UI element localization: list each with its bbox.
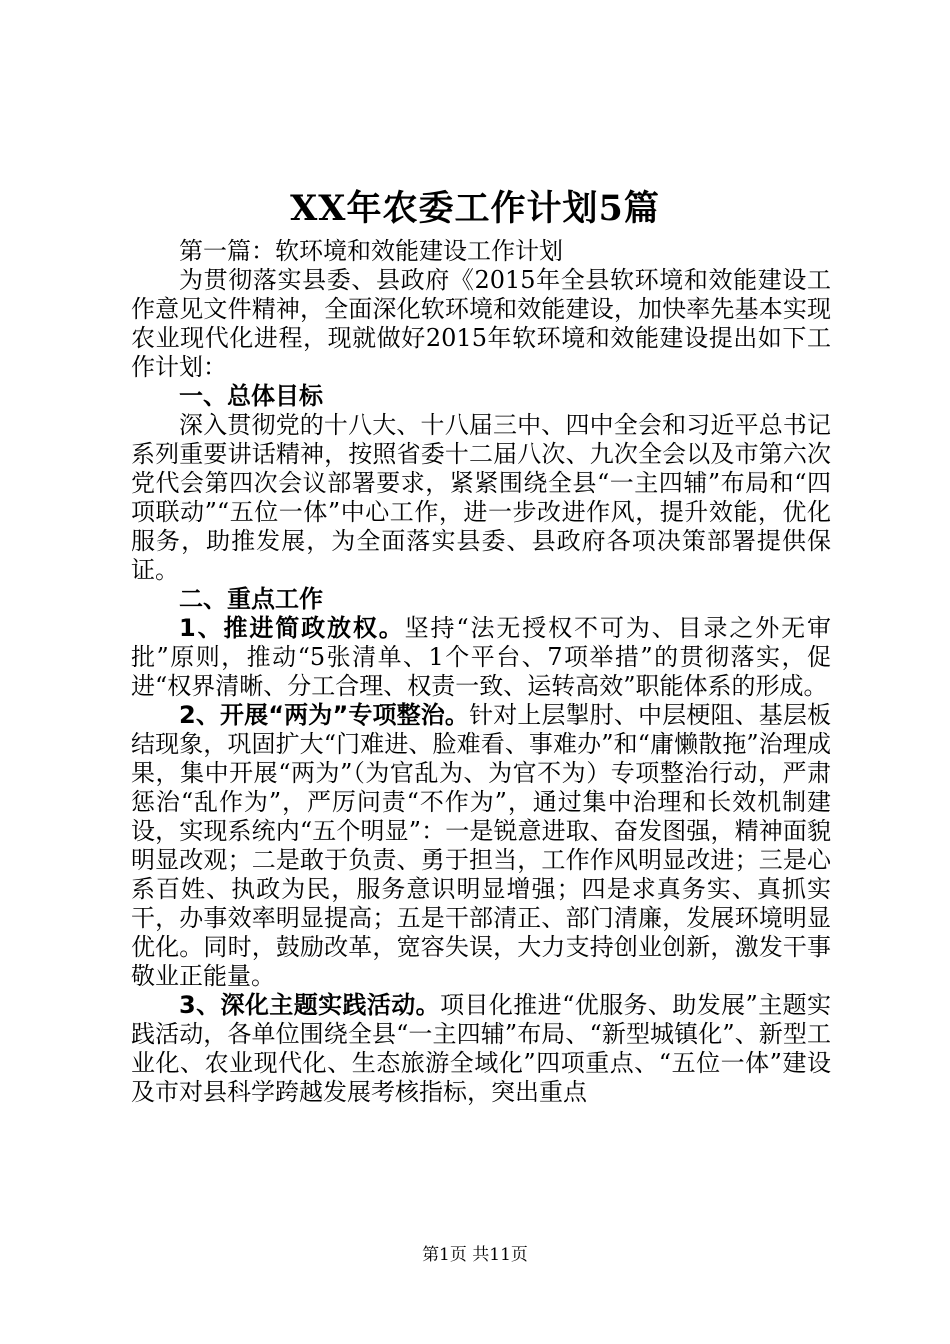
goals-paragraph: 深入贯彻党的十八大、十八届三中、四中全会和习近平总书记系列重要讲话精神，按照省委十二届八次、九次全会以及市第六次党代会第四次会议部署要求，紧紧围绕全县“一主四辅”布局和“四项联动”“五位一体”中心工作，进一步改进作风，提升效能，优化服务，助推发展，为全面落实县委、县政府各项决策部署提供保证。 bbox=[131, 411, 831, 584]
item-text: 针对上层掣肘、中层梗阻、基层板结现象，巩固扩大“门难进、脸难看、事难办”和“庸懒散拖”治理成果，集中开展“两为”（为官乱为、为官不为）专项整治行动，严肃惩治“乱作为”，严厉问责“不作为”，通过集中治理和长效机制建设，实现系统内“五个明显”：一是锐意进取、奋发图强，精神面貌明显改观；二是敢于负责、勇于担当，工作作风明显改进；三是心系百姓、执政为民，服务意识明显增强；四是求真务实、真抓实干，办事效率明显提高；五是干部清正、部门清廉，发展环境明显优化。同时，鼓励改革，宽容失误，大力支持创业创新，激发干事敬业正能量。 bbox=[131, 701, 832, 990]
item-lead: 1、推进简政放权。 bbox=[179, 614, 405, 642]
item-lead: 2、开展“两为”专项整治。 bbox=[179, 701, 470, 729]
document-body bbox=[131, 237, 831, 1107]
chapter-subtitle: 第一篇：软环境和效能建设工作计划 bbox=[179, 237, 563, 265]
item-text: 坚持“法无授权不可为、目录之外无审批”原则，推动“5张清单、1个平台、7项举措”的贯彻落实，促进“权界清晰、分工合理、权责一致、运转高效”职能体系的形成。 bbox=[131, 614, 831, 700]
item-lead: 3、深化主题实践活动。 bbox=[179, 991, 441, 1019]
section-heading-key-work: 二、重点工作 bbox=[179, 585, 323, 613]
key-work-item bbox=[131, 701, 831, 991]
key-work-item bbox=[131, 614, 831, 701]
item-text: 项目化推进“优服务、助发展”主题实践活动，各单位围绕全县“一主四辅”布局、“新型城镇化”、新型工业化、农业现代化、生态旅游全域化”四项重点、“五位一体”建设及市对县科学跨越发展考核指标，突出重点 bbox=[131, 991, 831, 1106]
key-work-item bbox=[131, 991, 831, 1107]
document-title: XX年农委工作计划5篇 bbox=[290, 188, 660, 229]
section-heading-goals: 一、总体目标 bbox=[179, 382, 323, 410]
page-footer: 第1页 共11页 bbox=[422, 1245, 528, 1265]
intro-paragraph: 为贯彻落实县委、县政府《2015年全县软环境和效能建设工作意见文件精神，全面深化软环境和效能建设，加快率先基本实现农业现代化进程，现就做好2015年软环境和效能建设提出如下工作计划： bbox=[131, 266, 831, 381]
